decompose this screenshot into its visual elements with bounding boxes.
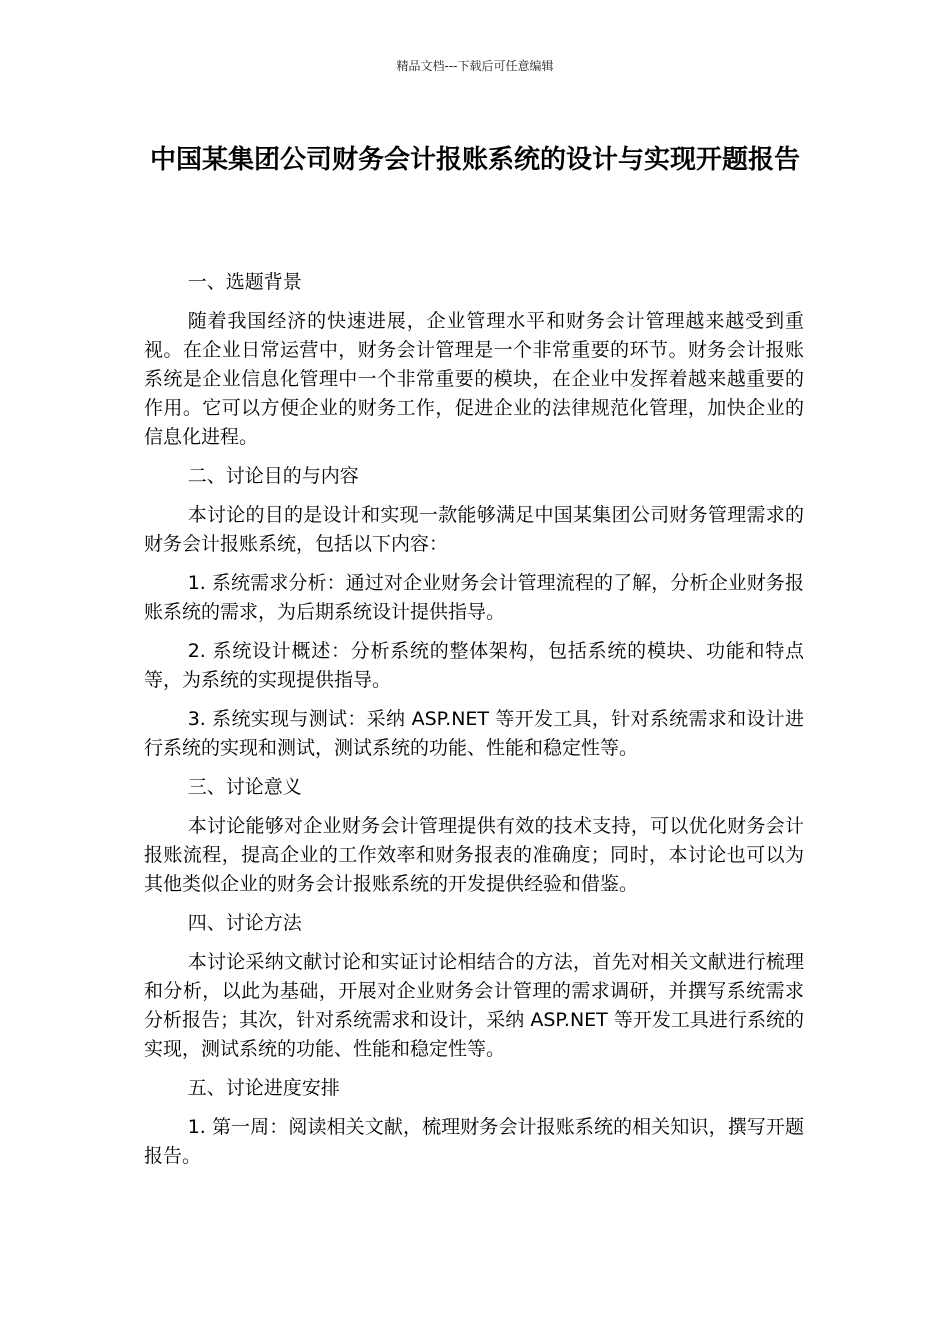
paragraph-background: 随着我国经济的快速进展，企业管理水平和财务会计管理越来越受到重视。在企业日常运营中，财务会计管理是一个非常重要的环节。财务会计报账系统是企业信息化管理中一个非常重要的模块，在企业中发挥着越来越重要的作用。它可以方便企业的财务工作，促进企业的法律规范化管理，加快企业的信息化进程。 — [144, 310, 804, 448]
paragraph-purpose-item-3: 3. 系统实现与测试：采纳 ASP.NET 等开发工具，针对系统需求和设计进行系统的实现和测试，测试系统的功能、性能和稳定性等。 — [144, 708, 804, 759]
document-body — [144, 268, 804, 1181]
header-note: 精品文档---下载后可任意编辑 — [396, 59, 554, 73]
paragraph-purpose-item-1: 1. 系统需求分析：通过对企业财务会计管理流程的了解，分析企业财务报账系统的需求，为后期系统设计提供指导。 — [144, 572, 804, 623]
paragraph-method: 本讨论采纳文献讨论和实证讨论相结合的方法，首先对相关文献进行梳理和分析，以此为基础，开展对企业财务会计管理的需求调研，并撰写系统需求分析报告；其次，针对系统需求和设计，采纳 ASP.NET 等开发工具进行系统的实现，测试系统的功能、性能和稳定性等。 — [144, 951, 804, 1060]
section-heading-purpose: 二、讨论目的与内容 — [187, 465, 359, 487]
section-heading-significance: 三、讨论意义 — [187, 776, 302, 798]
paragraph-purpose-intro: 本讨论的目的是设计和实现一款能够满足中国某集团公司财务管理需求的财务会计报账系统，包括以下内容： — [144, 504, 804, 555]
section-heading-background: 一、选题背景 — [187, 271, 302, 293]
paragraph-purpose-item-2: 2. 系统设计概述：分析系统的整体架构，包括系统的模块、功能和特点等，为系统的实现提供指导。 — [144, 640, 804, 691]
paragraph-schedule-item-1: 1. 第一周：阅读相关文献，梳理财务会计报账系统的相关知识，撰写开题报告。 — [144, 1116, 804, 1167]
document-title: 中国某集团公司财务会计报账系统的设计与实现开题报告 — [149, 145, 800, 175]
section-heading-method: 四、讨论方法 — [187, 912, 302, 934]
paragraph-significance: 本讨论能够对企业财务会计管理提供有效的技术支持，可以优化财务会计报账流程，提高企业的工作效率和财务报表的准确度；同时，本讨论也可以为其他类似企业的财务会计报账系统的开发提供经验和借鉴。 — [144, 815, 804, 895]
section-heading-schedule: 五、讨论进度安排 — [187, 1077, 340, 1099]
